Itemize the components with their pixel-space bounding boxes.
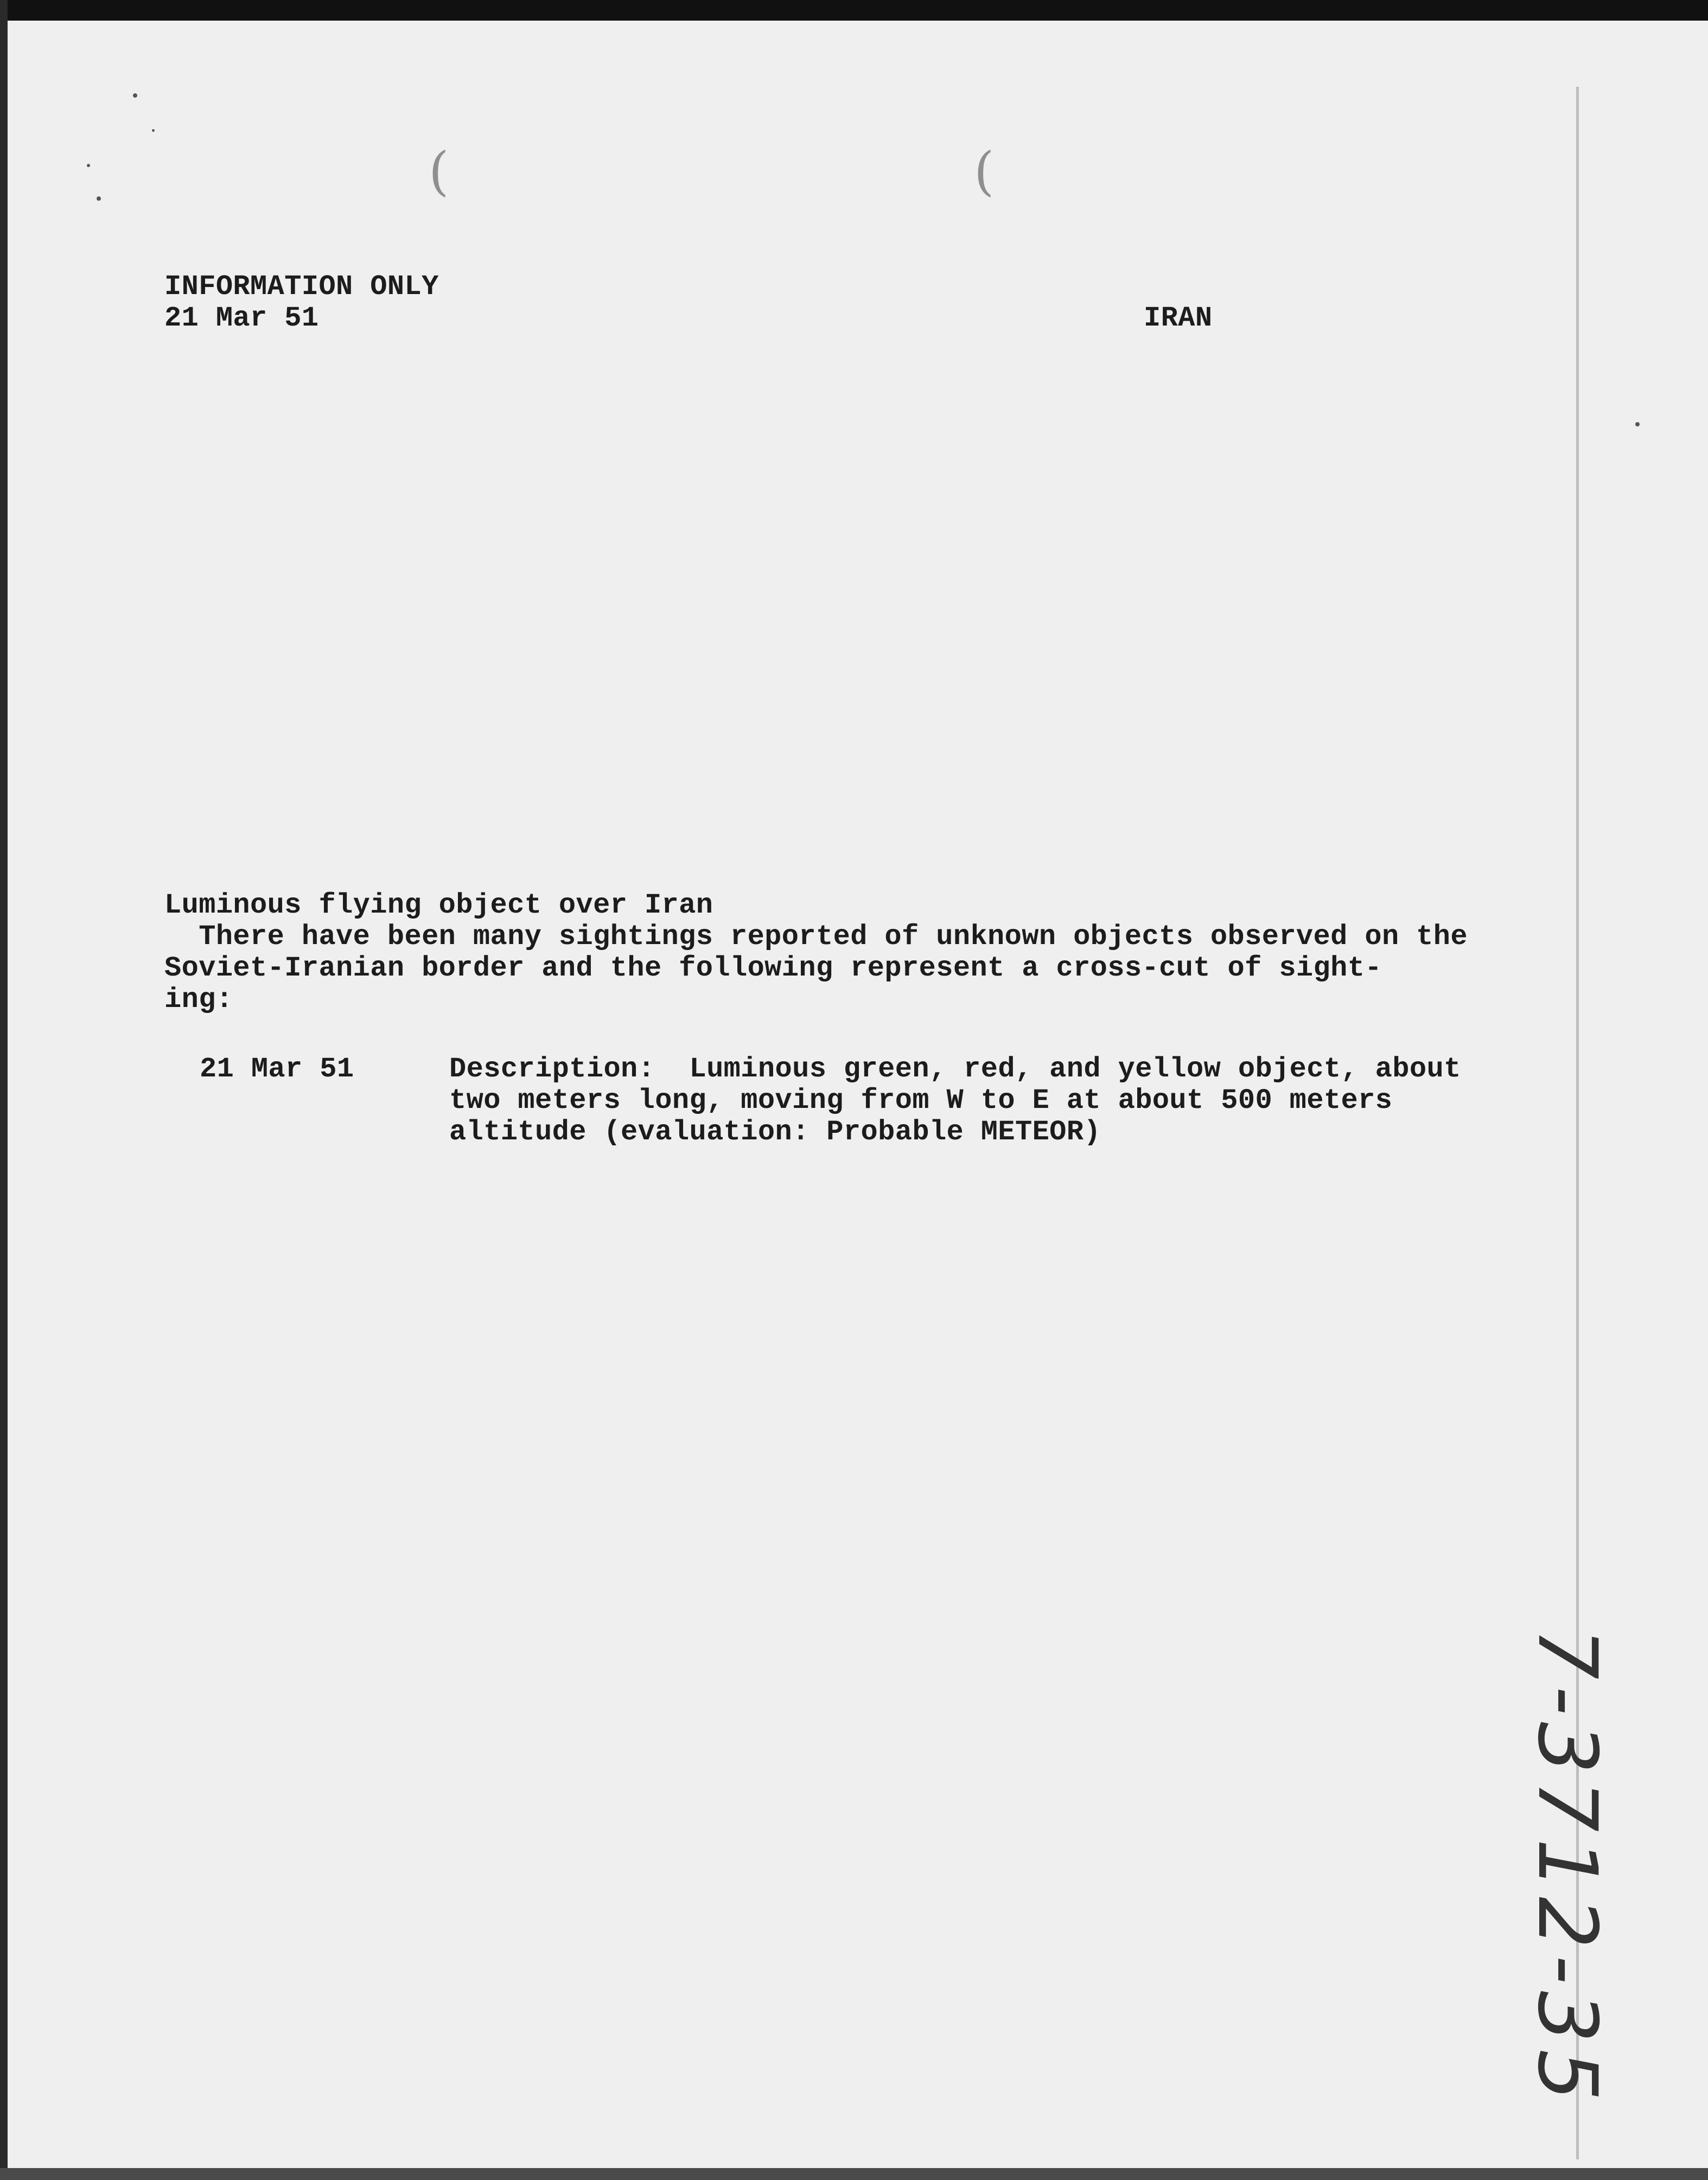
scan-left-border (0, 0, 8, 2180)
scan-speck (133, 93, 137, 98)
punch-hole-mark-right: ( (974, 141, 995, 202)
scan-top-border (0, 0, 1708, 21)
entry-date: 21 Mar 51 (200, 1053, 354, 1085)
scan-speck (97, 196, 101, 201)
entry-description-line: altitude (evaluation: Probable METEOR) (449, 1116, 1101, 1148)
scan-speck (152, 129, 155, 132)
scan-speck (87, 164, 90, 167)
intro-line: There have been many sightings reported of unknown objects observed on the (164, 921, 1468, 953)
handwritten-file-number: 7-3712-35 (1520, 1628, 1614, 2108)
subject-line: Luminous flying object over Iran (164, 889, 713, 921)
entry-description-line: two meters long, moving from W to E at about 500 meters (449, 1085, 1393, 1117)
header-date: 21 Mar 51 (164, 302, 319, 334)
scan-bottom-border (0, 2168, 1708, 2180)
intro-line: ing: (164, 984, 233, 1016)
entry-description-line: Description: Luminous green, red, and yellow object, about (449, 1053, 1461, 1085)
country-label: IRAN (1144, 302, 1213, 334)
classification-label: INFORMATION ONLY (164, 271, 439, 303)
scan-speck (1635, 422, 1640, 426)
intro-line: Soviet-Iranian border and the following represent a cross-cut of sight- (164, 952, 1382, 984)
punch-hole-mark-left: ( (429, 141, 449, 202)
